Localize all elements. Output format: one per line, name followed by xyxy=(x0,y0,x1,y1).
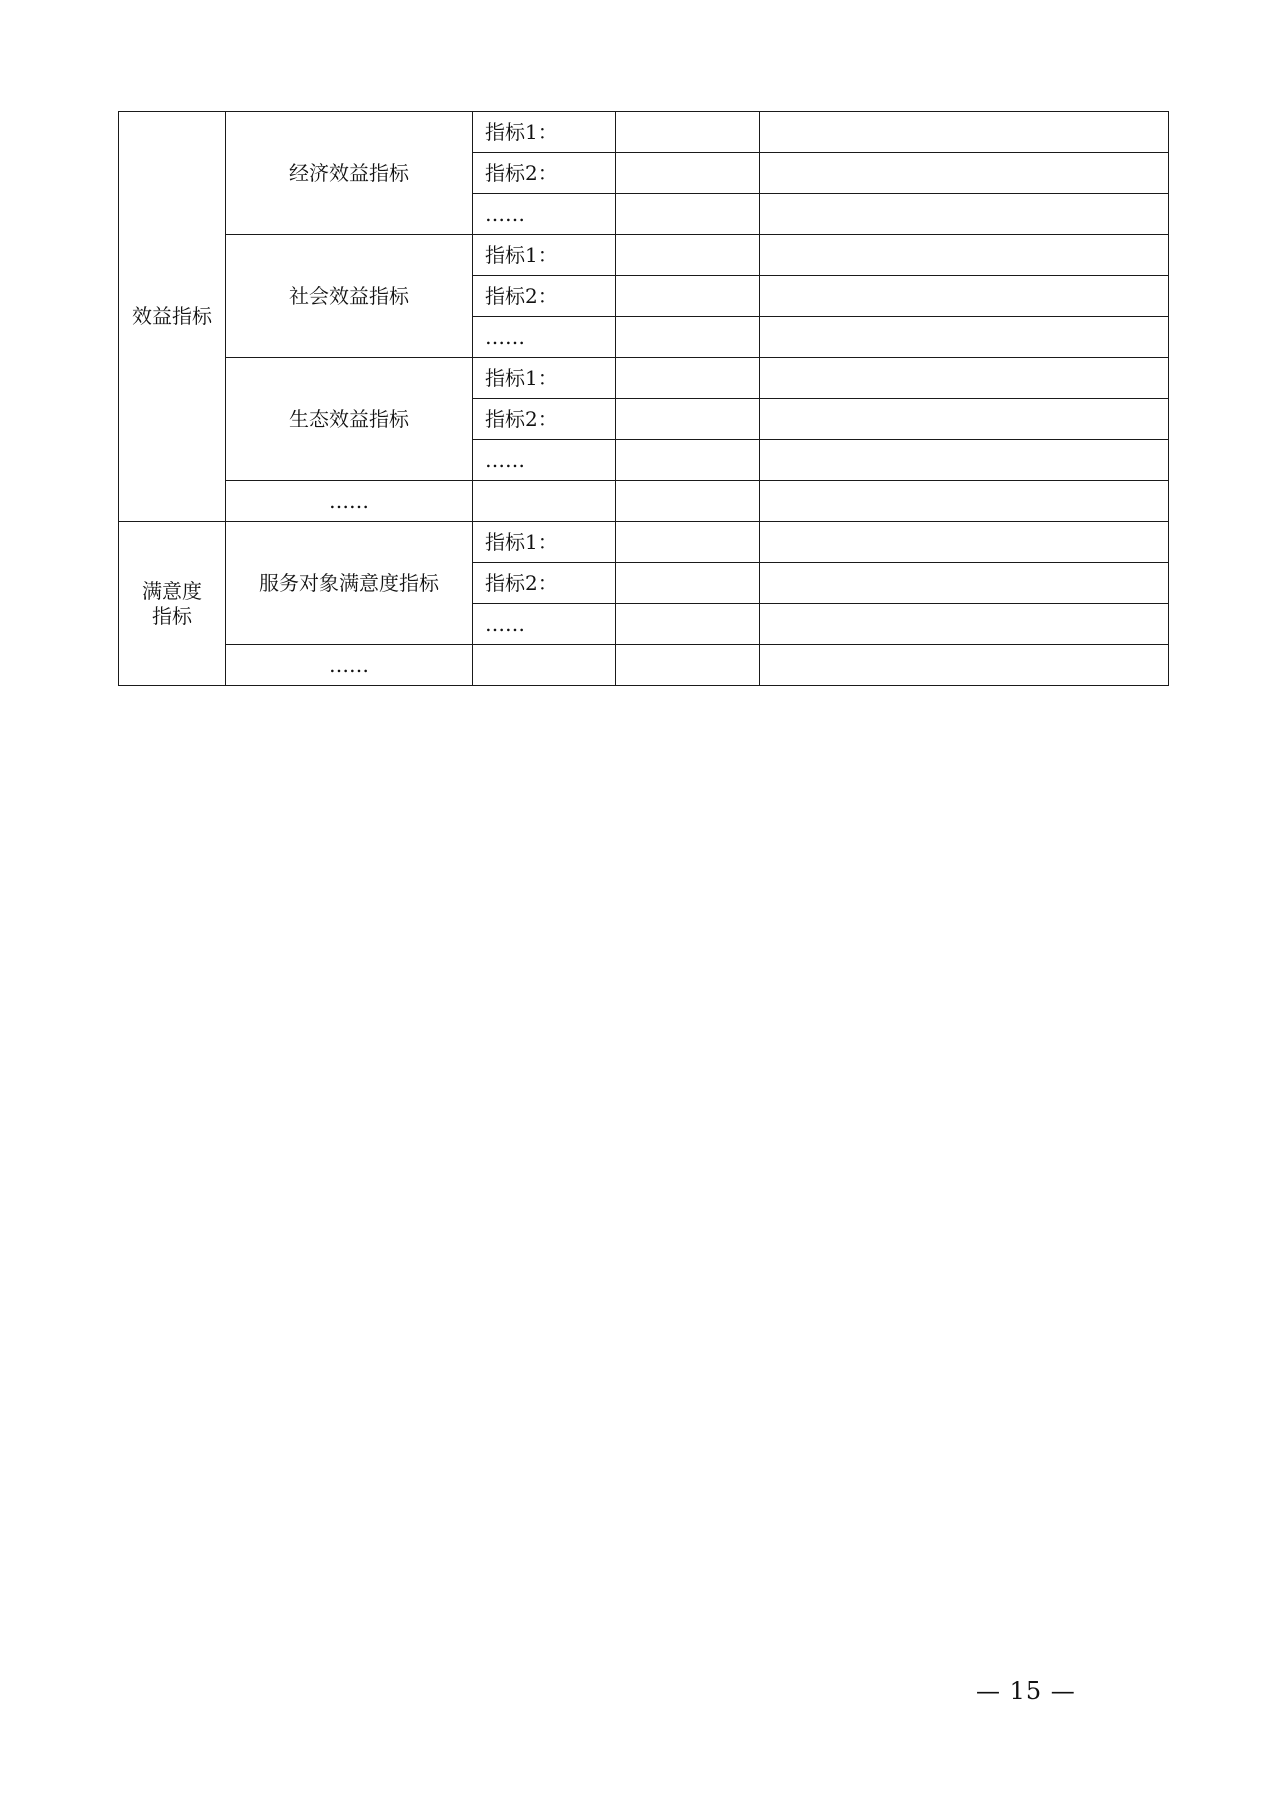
value-cell xyxy=(616,153,760,194)
table-row xyxy=(119,481,1169,522)
table-row xyxy=(119,522,1169,563)
table-row xyxy=(119,645,1169,686)
value-cell xyxy=(616,276,760,317)
subcategory-cell: 社会效益指标 xyxy=(226,235,473,358)
category-cell: 满意度 指标 xyxy=(119,522,226,686)
indicator-name-cell: 指标2： xyxy=(473,276,616,317)
subcategory-ellipsis-cell: …… xyxy=(226,481,473,522)
value-cell xyxy=(616,399,760,440)
table-row xyxy=(119,358,1169,399)
empty-cell xyxy=(473,481,616,522)
indicator-name-cell: …… xyxy=(473,317,616,358)
subcategory-ellipsis-cell: …… xyxy=(226,645,473,686)
subcategory-cell: 服务对象满意度指标 xyxy=(226,522,473,645)
value-cell xyxy=(616,604,760,645)
description-cell xyxy=(760,522,1169,563)
description-cell xyxy=(760,112,1169,153)
empty-cell xyxy=(760,645,1169,686)
indicator-name-cell: …… xyxy=(473,440,616,481)
page-number: — 15 — xyxy=(976,1677,1076,1705)
empty-cell xyxy=(616,645,760,686)
description-cell xyxy=(760,563,1169,604)
table-body xyxy=(119,112,1169,686)
description-cell xyxy=(760,399,1169,440)
indicator-name-cell: 指标1： xyxy=(473,358,616,399)
description-cell xyxy=(760,358,1169,399)
table-row xyxy=(119,112,1169,153)
value-cell xyxy=(616,440,760,481)
description-cell xyxy=(760,194,1169,235)
description-cell xyxy=(760,235,1169,276)
indicator-name-cell: 指标1： xyxy=(473,235,616,276)
indicator-name-cell: 指标2： xyxy=(473,563,616,604)
empty-cell xyxy=(473,645,616,686)
indicator-name-cell: 指标2： xyxy=(473,153,616,194)
indicator-name-cell: 指标2： xyxy=(473,399,616,440)
value-cell xyxy=(616,112,760,153)
indicator-table xyxy=(118,111,1169,686)
value-cell xyxy=(616,563,760,604)
value-cell xyxy=(616,358,760,399)
empty-cell xyxy=(760,481,1169,522)
subcategory-cell: 生态效益指标 xyxy=(226,358,473,481)
indicator-name-cell: 指标1： xyxy=(473,522,616,563)
category-cell: 效益指标 xyxy=(119,112,226,522)
empty-cell xyxy=(616,481,760,522)
value-cell xyxy=(616,522,760,563)
indicator-name-cell: …… xyxy=(473,604,616,645)
table-row xyxy=(119,235,1169,276)
description-cell xyxy=(760,604,1169,645)
subcategory-cell: 经济效益指标 xyxy=(226,112,473,235)
description-cell xyxy=(760,317,1169,358)
description-cell xyxy=(760,440,1169,481)
value-cell xyxy=(616,317,760,358)
description-cell xyxy=(760,153,1169,194)
description-cell xyxy=(760,276,1169,317)
indicator-name-cell: …… xyxy=(473,194,616,235)
indicator-name-cell: 指标1： xyxy=(473,112,616,153)
value-cell xyxy=(616,235,760,276)
value-cell xyxy=(616,194,760,235)
